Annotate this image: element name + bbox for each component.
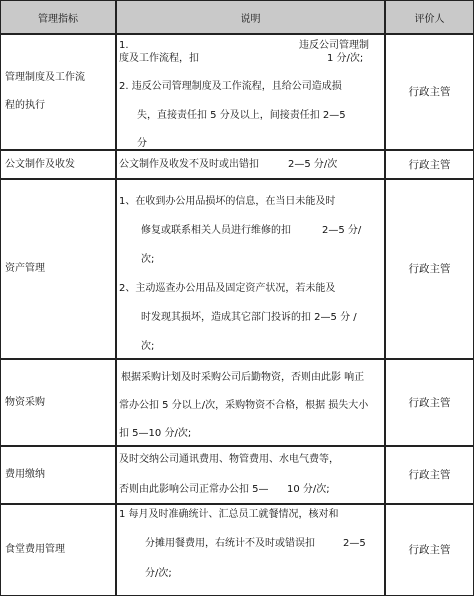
desc-line: 扣 5—10 分/次; [119, 428, 192, 439]
desc-line: 2—5 分/ [322, 225, 362, 236]
desc-line: 分/次; [145, 568, 172, 579]
table-row-indicator: 物资采购 [0, 359, 116, 446]
header-description: 说明 [116, 0, 385, 34]
desc-line: 次; [141, 254, 155, 265]
desc-line: 次; [141, 341, 155, 352]
indicator-text [5, 72, 85, 112]
table-row-indicator: 食堂费用管理 [0, 504, 116, 596]
desc-line: 公文制作及收发不及时或出错扣 [119, 159, 259, 170]
desc-line: 2. 违反公司管理制度及工作流程，且给公司造成损 [119, 81, 342, 92]
desc-line: 10 分/次; [287, 484, 330, 495]
table-row-description [116, 150, 385, 179]
header-evaluator: 评价人 [385, 0, 474, 34]
desc-line: 2—5 分/次 [288, 159, 338, 170]
desc-line: 常办公扣 5 分以上/次，采购物资不合格，根据 损失大小 [119, 400, 369, 411]
desc-line: 失，直接责任扣 5 分及以上，间接责任扣 2—5 [137, 110, 346, 121]
desc-line: 度及工作流程，扣 [119, 53, 199, 64]
table-row-description [116, 504, 385, 596]
desc-line: 修复或联系相关人员进行维修的扣 [141, 225, 291, 236]
desc-line: 分摊用餐费用，右统计不及时或错误扣 [145, 538, 315, 549]
table-row-evaluator: 行政主管 [385, 179, 474, 359]
table-row-evaluator: 行政主管 [385, 446, 474, 504]
table-row-evaluator: 行政主管 [385, 34, 474, 150]
table-row-description [116, 34, 385, 150]
desc-line: 2—5 [343, 538, 366, 549]
table-row-description [116, 446, 385, 504]
desc-line: 时发现其损坏，造成其它部门投诉的扣 2—5 分 / [141, 312, 357, 323]
table-row-evaluator: 行政主管 [385, 150, 474, 179]
table-row-description [116, 359, 385, 446]
desc-line: 1 每月及时准确统计、汇总员工就餐情况，核对和 [119, 509, 339, 520]
header-indicator: 管理指标 [0, 0, 116, 34]
table-row-description [116, 179, 385, 359]
desc-line: 违反公司管理制 [299, 40, 369, 51]
table-row-indicator: 公文制作及收发 [0, 150, 116, 179]
desc-line: 1、在收到办公用品损坏的信息，在当日未能及时 [119, 196, 336, 207]
table-row-indicator: 费用缴纳 [0, 446, 116, 504]
table-row-evaluator: 行政主管 [385, 504, 474, 596]
desc-line: 否则由此影响公司正常办公扣 5— [119, 484, 269, 495]
desc-line: 2、主动巡查办公用品及固定资产状况，若未能及 [119, 283, 336, 294]
desc-line: 分 [137, 138, 147, 149]
table-row-indicator [0, 34, 116, 150]
table-row-evaluator: 行政主管 [385, 359, 474, 446]
desc-line: 1 分/次; [327, 53, 364, 64]
desc-line: 根据采购计划及时采购公司后勤物资，否则由此影 响正 [121, 372, 365, 383]
indicator-line: 管理制度及工作流 [5, 72, 85, 83]
indicator-line: 程的执行 [5, 100, 45, 111]
desc-line: 及时交纳公司通讯费用、物管费用、水电气费等， [119, 454, 339, 465]
table-row-indicator: 资产管理 [0, 179, 116, 359]
desc-line: 1. [119, 40, 129, 51]
